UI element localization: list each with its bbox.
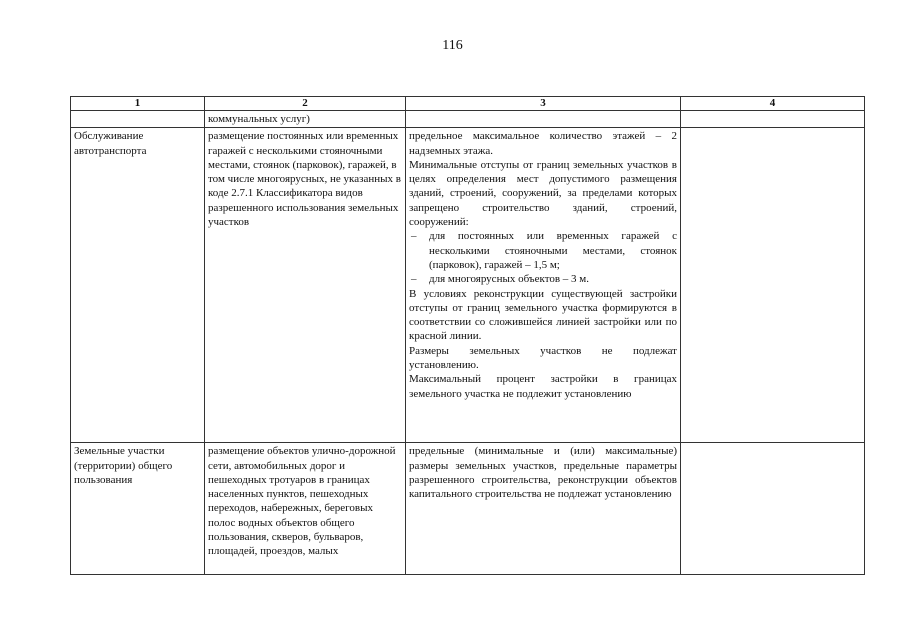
- param-floors: предельное максимальное количество этажей – 2 надземных этажа.: [409, 130, 677, 157]
- cont-cell-1: [71, 111, 205, 128]
- list-item: – для многоярусных объектов – 3 м.: [411, 273, 590, 286]
- param-reconstruction: В условиях реконструкции существующей застройки отступы от границ земельного участка формируются в соответствии со сложившейся линией застройки или по красной линии.: [409, 287, 677, 343]
- header-row: [71, 97, 865, 111]
- notes-cell: [681, 128, 865, 443]
- use-type-name: Земельные участки (территории) общего пользования: [71, 443, 205, 575]
- cont-cell-4: [681, 111, 865, 128]
- use-type-name: Обслуживание автотранспорта: [71, 128, 205, 443]
- parameters-cell: [406, 128, 681, 443]
- setback-list: [409, 229, 677, 286]
- param-plot-size: Размеры земельных участков не подлежат установлению.: [409, 344, 677, 372]
- dash-bullet: –: [411, 273, 417, 286]
- use-description: размещение объектов улично-дорожной сети, автомобильных дорог и пешеходных тротуаров в границах населенных пунктов, пешеходных переходов, набережных, береговых полос водных объектов общего пользования, скверов, бульваров, площадей, проездов, малых: [205, 443, 406, 575]
- table-row: [71, 128, 865, 443]
- cont-cell-3: [406, 111, 681, 128]
- cont-cell-2: коммунальных услуг): [205, 111, 406, 128]
- header-col-2: 2: [205, 97, 406, 111]
- param-setbacks: Минимальные отступы от границ земельных участков в целях определения мест допустимого размещения зданий, строений, сооружений, за пределами которых запрещено строительство зданий, строений, сооружений:: [409, 158, 677, 229]
- continuation-row: [71, 111, 865, 128]
- table-row: [71, 443, 865, 575]
- page-number: 116: [442, 38, 463, 53]
- zoning-table: [70, 96, 865, 575]
- notes-cell: [681, 443, 865, 575]
- header-col-3: 3: [406, 97, 681, 111]
- header-col-4: 4: [681, 97, 865, 111]
- param-coverage: Максимальный процент застройки в границах земельного участка не подлежит установлению: [409, 373, 677, 400]
- use-description: размещение постоянных или временных гаражей с несколькими стояночными местами, стоянок (парковок), гаражей, в том числе многоярусных, не указанных в коде 2.7.1 Классификатора видов разрешенного использования земельных участков: [205, 128, 406, 443]
- dash-bullet: –: [411, 230, 417, 243]
- header-col-1: 1: [71, 97, 205, 111]
- list-item: – для постоянных или временных гаражей с несколькими стояночными местами, стоянок (парковок), гаражей – 1,5 м;: [411, 230, 677, 271]
- parameters-cell: предельные (минимальные и (или) максимальные) размеры земельных участков, предельные параметры разрешенного строительства, реконструкции объектов капитального строительства не подлежат установлению: [406, 443, 681, 575]
